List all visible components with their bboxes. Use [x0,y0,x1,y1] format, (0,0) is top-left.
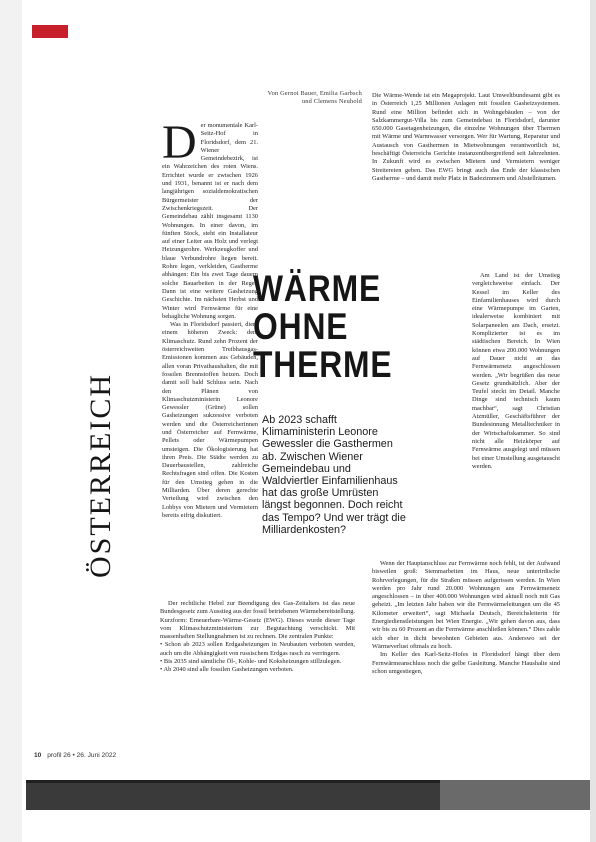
paragraph-klimaschutz: Was in Floridsdorf passiert, dient einem höheren Zweck: dem Klimaschutz. Rund zehn Prozent der österreichweiten Treibhausgas-Emissionen kommen aus Gebäuden, allen voran Privathaushalten, die mit fossilen Brennstoffen heizen. Doch damit soll bald Schluss sein. Nach den Plänen von Klimaschutzministerin Leonore Gewessler (Grüne) sollen Gasheizungen sukzessive verboten werden und die Österreicherinnen und Österreicher auf Fernwärme, Pellets oder Wärmepumpen umsteigen. Die Ökologisierung hat ihren Preis. Die Städte werden zu Dauerbaustellen, zahlreiche Rechtsfragen sind offen. Die Kosten für den Umstieg gehen in die Milliarden. Über deren gerechte Verteilung wird zwischen den Lobbys von Mietern und Vermietern bereits eifrig diskutiert. [162,321,258,519]
issue-info: profil 26 • 26. Juni 2022 [47,752,117,759]
paragraph-am-land: Am Land ist der Umstieg vergleichsweise einfach. Der Kessel im Keller des Einfamilienhauses wird durch eine Wärmepumpe im Garten, idealerweise kombiniert mit Solarpaneelen am Dach, ersetzt. Komplizierter ist es im städtischen Bereich. In Wien können etwa 200.000 Wohnungen auf Dauer nicht an das Fernwärmenetz angeschlossen werden. „Wir begrüßen das neue Gesetz grundsätzlich. Aber der Teufel steckt im Detail. Manche Dinge sind technisch kaum machbar“, sagt Christian Atzmüller, Geschäftsführer der Bundesinnung Metalltechniker in der Wirtschaftskammer. So sind nicht alle Heizkörper auf Fernwärme ausgelegt und müssen bei einer Umstellung ausgetauscht werden. [472,272,560,470]
paragraph-karl-seitz-hof: Im Keller des Karl-Seitz-Hofes in Floridsdorf hängt über dem Fernwärmeanschluss noch die gelbe Gasleitung. Manche Haushalte sind schon umgestiegen, [372,651,560,675]
headline-line-2: OHNE [253,306,349,347]
byline-line-1: Von Gernot Bauer, Emilia Garbsch [267,90,362,97]
paragraph-hauptanschluss: Wenn der Hauptanschluss zur Fernwärme noch fehlt, ist der Aufwand bisweilen groß: Stemmarbeiten im Haus, neue unterirdische Rohrverlegungen, für die Straßen müssen aufgerissen werden. In Wien werden pro Jahr rund 20.000 Wohnungen ans Fernwärmenetz angeschlossen – in über 400.000 Wohnungen wird aktuell noch mit Gas geheizt. „Im letzten Jahr haben wir die Fernwärmeleitungen um die 45 Kilometer erweitert“, sagt Michaela Deutsch, Bereichsleiterin für Energiedienstleistungen bei Wien Energie. „Wir gehen davon aus, dass wir bis zu 60 Prozent an die Fernwärme anschließen können.“ Dies zahle sich eher in dicht bewohnten Gebieten aus. Anderswo sei der Wärmeverlust oftmals zu hoch. [372,560,560,650]
headline-line-3: THERME [253,344,393,385]
column-1-continued [160,600,355,675]
key-point-1: • Schon ab 2023 sollen Erdgasheizungen in Neubauten verboten werden, auch um die Abhängigkeit von russischem Erdgas rasch zu verringern. [160,641,355,657]
key-points-list [160,641,355,674]
page-left-margin [0,0,22,842]
headline [253,268,393,385]
intro-paragraph: er monumentale Karl-Seitz-Hof in Floridsdorf, dem 21. Wiener Gemeindebezirk, ist ein Wahrzeichen des roten Wiens. Errichtet wurde er zwischen 1926 und 1931, benannt ist er nach dem langjährigen sozialdemokratischen Bürgermeister der Zwischenkriegszeit. Der Gemeindebau zählt insgesamt 1130 Wohnungen. In einer davon, im fünften Stock, steht ein Installateur auf einer Leiter aus Holz und verlegt Heizungsrohre. Werkzeugkoffer und blaue Verbundrohre liegen bereit. Rohre legen, verkleiden, Gastherme abhängen: Ein bis zwei Tage dauern solche Bauarbeiten in der Regel. Dann ist eine weitere Gasheizung Geschichte. Im nächsten Herbst und Winter wird Fernwärme für eine behagliche Wohnung sorgen. [162,122,258,320]
drop-cap: D [162,116,197,169]
column-2-bottom [372,560,560,676]
page-right-margin [590,0,596,842]
paragraph-ewg: Der rechtliche Hebel zur Beendigung des Gas-Zeitalters ist das neue Bundesgesetz zum Ausstieg aus der fossil betriebenen Wärmebereitstellung. Kurzform: Erneuerbare-Wärme-Gesetz (EWG). Dieses wurde dieser Tage vom Klimaschutzministerium zur Begutachtung verschickt. Mit massenhaften Stellungnahmen ist zu rechnen. Die zentralen Punkte: [160,600,355,641]
byline [232,90,362,107]
page-number: 10 [34,752,42,759]
scan-bottom-bar-fade [440,780,590,810]
deck-text: Ab 2023 schafft Klimaministerin Leonore Gewessler die Gasthermen ab. Zwischen Wiener Gemeindebau und Waldviertler Einfamilienhaus hat das große Umrüsten längst begonnen. Doch reicht das Tempo? Und wer trägt die Milliardenkosten? [262,414,406,536]
byline-line-2: und Clemens Neuhold [301,98,362,106]
column-3-side [472,272,560,471]
headline-line-1: WÄRME [253,268,382,309]
key-point-2: • Bis 2035 sind sämtliche Öl-, Kohle- und Koksheizungen stillzulegen. [160,658,342,666]
key-point-3: • Ab 2040 sind alle fossilen Gasheizungen verboten. [160,666,294,674]
section-color-tab [32,25,68,38]
scan-bottom-bar [26,780,590,810]
paragraph-megaprojekt: Die Wärme-Wende ist ein Megaprojekt. Laut Umweltbundesamt gibt es in Österreich 1,25 Millionen Anlagen mit fossilen Gasheizsystemen. Rund eine Million befindet sich in Wohngebäuden – von der Salzkammergut-Villa bis zum Gemeindebau in Floridsdorf, darunter 650.000 Gasetagenheizungen, die einzelne Wohnungen über Thermen mit Wärme und Warmwasser versorgen. Wer für Wartung, Reparatur und Austausch von Gasthermen in Mietwohnungen verantwortlich ist, beschäftigt Österreichs Gerichte instanzenübergreifend seit Jahrzehnten. In Zukunft wird es zwischen Mietern und Vermietern weniger Streitereien geben. Das EWG bringt auch das Ende der klassischen Gastherme – und damit mehr Platz in Badezimmern und Abstellräumen. [372,92,560,182]
section-label: ÖSTERREICH [84,372,117,578]
column-1-intro [162,116,258,520]
column-2-top [372,92,560,183]
page-footer [34,752,116,759]
